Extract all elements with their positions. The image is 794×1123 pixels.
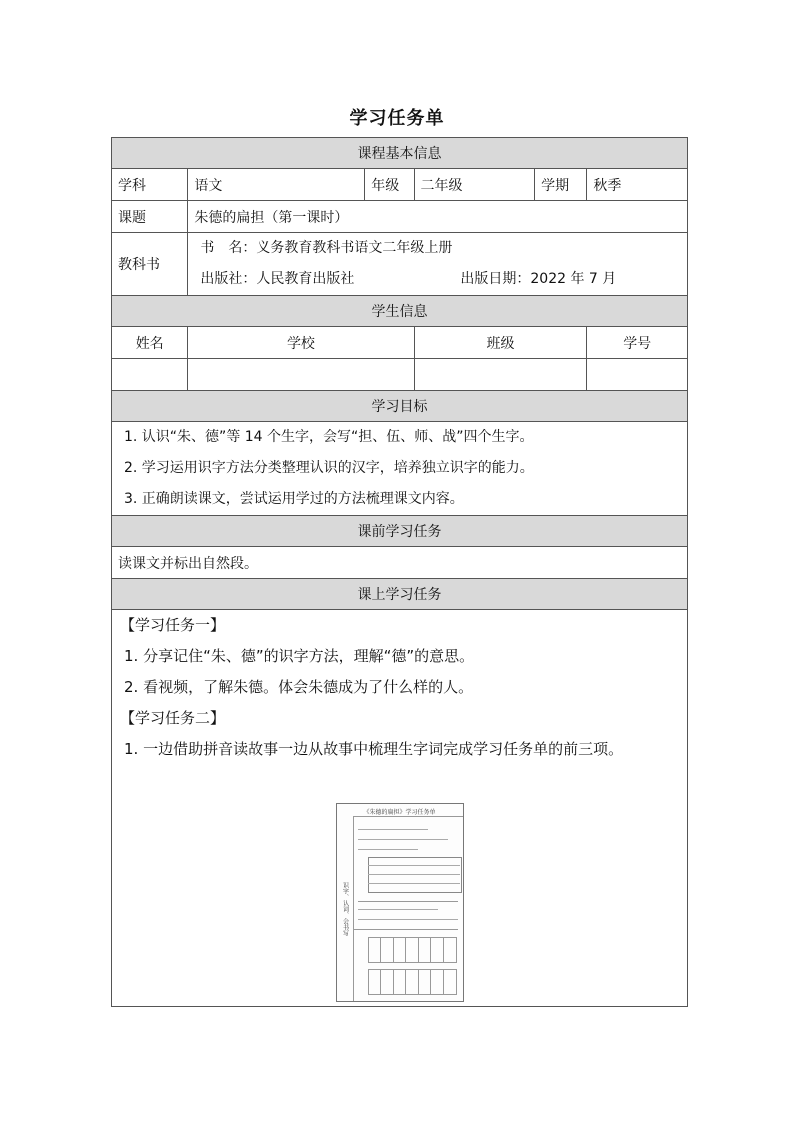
goals-header: 学习目标 [112,391,688,422]
topic-label: 课题 [112,201,188,233]
student-id-column-header: 学号 [587,327,688,359]
school-column-header: 学校 [188,327,414,359]
worksheet-thumbnail-body [354,816,463,1001]
publisher-row [194,264,681,295]
worksheet-side-label: 识字、认词、会书写 [337,816,354,1001]
goals-list [112,422,688,516]
task1-title: 【学习任务一】 [120,616,226,634]
course-info-header: 课程基本信息 [112,138,688,169]
textbook-details [188,233,688,296]
task1-item: 2. 看视频，了解朱德。体会朱德成为了什么样的人。 [124,678,474,696]
name-input-cell[interactable] [112,359,188,391]
goal-item: 2. 学习运用识字方法分类整理认识的汉字，培养独立识字的能力。 [124,460,534,476]
subject-value: 语文 [188,169,365,201]
grade-value: 二年级 [414,169,535,201]
textbook-label: 教科书 [112,233,188,296]
task2-item: 1. 一边借助拼音读故事一边从故事中梳理生字词完成学习任务单的前三项。 [124,740,624,758]
worksheet-thumbnail [336,803,464,1002]
in-class-tasks [112,610,688,1007]
subject-label: 学科 [112,169,188,201]
term-label: 学期 [535,169,587,201]
task1-item: 1. 分享记住“朱、德”的识字方法，理解“德”的意思。 [124,647,475,665]
name-column-header: 姓名 [112,327,188,359]
school-input-cell[interactable] [188,359,414,391]
pub-date-line: 出版日期：2022 年 7 月 [460,271,617,287]
grade-label: 年级 [365,169,414,201]
worksheet-thumbnail-title: 《朱德的扁担》学习任务单 [363,809,436,816]
page-title: 学习任务单 [349,108,445,129]
pre-class-header: 课前学习任务 [112,516,688,547]
class-column-header: 班级 [414,327,587,359]
publisher-line: 出版社：人民教育出版社 [200,271,355,287]
task-sheet-table [111,137,688,1007]
class-input-cell[interactable] [414,359,587,391]
book-name-line: 书 名：义务教育教科书语文二年级上册 [200,240,453,256]
student-id-input-cell[interactable] [587,359,688,391]
goal-item: 3. 正确朗读课文，尝试运用学过的方法梳理课文内容。 [124,491,464,507]
topic-value: 朱德的扁担（第一课时） [188,201,688,233]
student-info-header: 学生信息 [112,296,688,327]
pre-class-task: 读课文并标出自然段。 [112,547,688,579]
term-value: 秋季 [587,169,688,201]
in-class-header: 课上学习任务 [112,579,688,610]
task2-title: 【学习任务二】 [120,709,226,727]
goal-item: 1. 认识“朱、德”等 14 个生字，会写“担、伍、师、战”四个生字。 [124,429,534,445]
